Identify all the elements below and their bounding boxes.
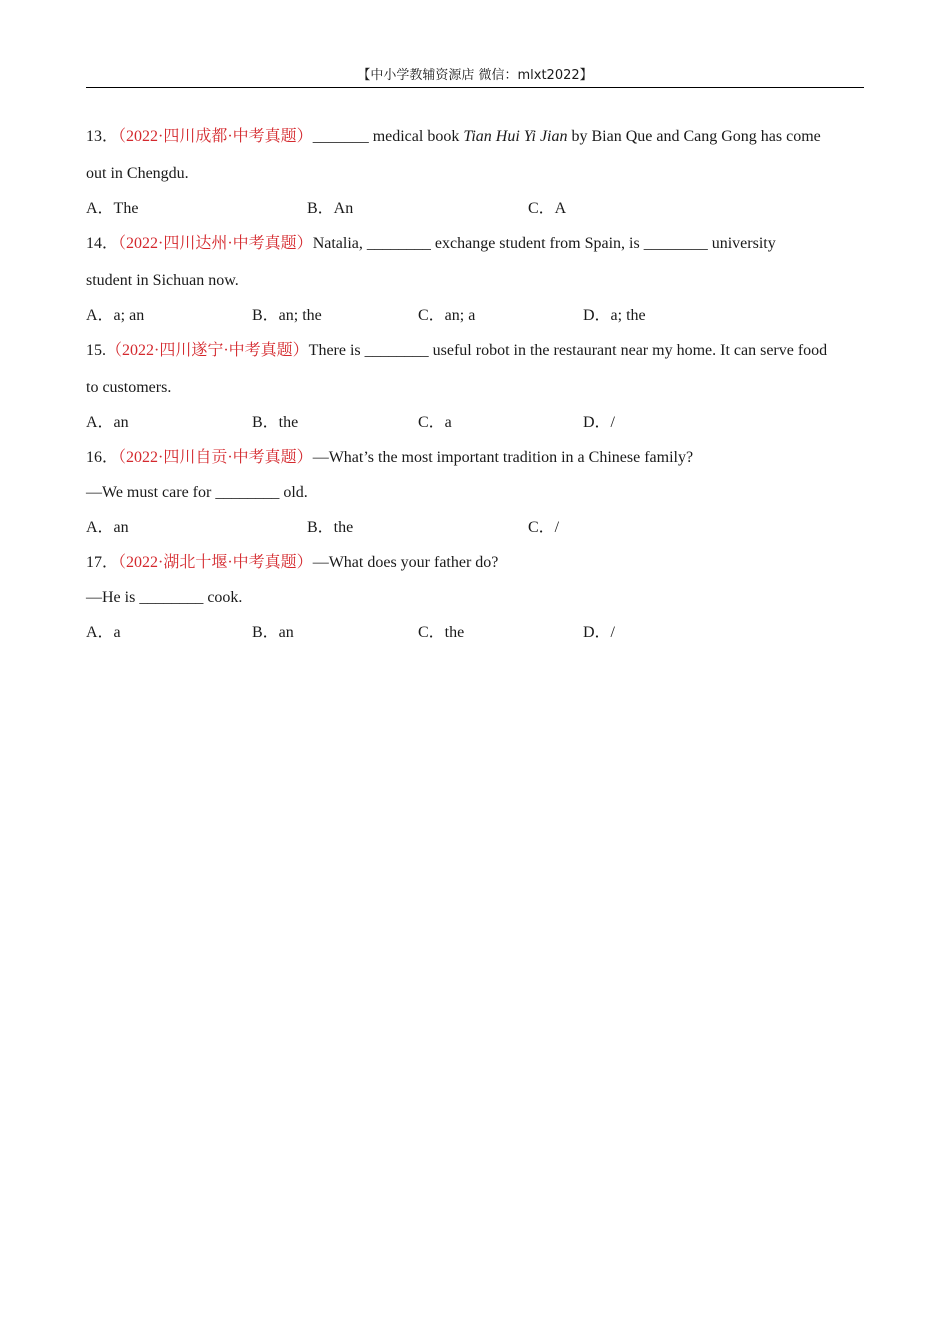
question-17-line-1	[86, 553, 498, 573]
question-source: （2022·四川自贡·中考真题）	[118, 449, 313, 466]
question-13-line-2: out in Chengdu.	[86, 165, 189, 182]
question-text: Natalia, ________ exchange student from Spain, is ________ university	[312, 235, 776, 252]
question-text: —What’s the most important tradition in a Chinese family?	[312, 449, 694, 466]
question-16-option-a: A．an	[86, 519, 129, 536]
question-number: 16．	[86, 449, 119, 466]
question-source: （2022·四川达州·中考真题）	[118, 235, 313, 252]
question-16-option-b: B．the	[307, 519, 354, 536]
page-header: 【中小学教辅资源店 微信：mlxt2022】	[86, 66, 864, 88]
question-source: （2022·四川遂宁·中考真题）	[106, 342, 309, 359]
question-16-line-2: —We must care for ________ old.	[86, 484, 308, 501]
question-source: （2022·湖北十堰·中考真题）	[118, 554, 313, 571]
question-14-option-c: C．an; a	[418, 307, 476, 324]
question-number: 15.	[86, 342, 106, 359]
question-17-line-2: —He is ________ cook.	[86, 589, 243, 606]
question-number: 17．	[86, 554, 119, 571]
question-15-option-b: B．the	[252, 414, 299, 431]
question-17-option-d: D．/	[583, 624, 616, 641]
question-15-line-2: to customers.	[86, 379, 172, 396]
question-text: There is ________ useful robot in the restaurant near my home. It can serve food	[308, 342, 828, 359]
question-13-option-b: B．An	[307, 200, 354, 217]
question-text: by Bian Que and Cang Gong has come	[567, 128, 821, 145]
question-16-option-c: C．/	[528, 519, 560, 536]
question-number: 13．	[86, 128, 119, 145]
question-14-option-d: D．a; the	[583, 307, 646, 324]
question-17-option-a: A．a	[86, 624, 121, 641]
question-13-option-a: A．The	[86, 200, 139, 217]
book-title: Tian Hui Yi Jian	[463, 128, 568, 145]
question-15-option-c: C．a	[418, 414, 452, 431]
question-15-option-d: D．/	[583, 414, 616, 431]
question-text: _______ medical book	[312, 128, 464, 145]
question-17-option-c: C．the	[418, 624, 465, 641]
question-14-line-2: student in Sichuan now.	[86, 272, 239, 289]
question-14-line-1	[86, 234, 776, 254]
question-text: —What does your father do?	[312, 554, 499, 571]
question-17-option-b: B．an	[252, 624, 294, 641]
question-14-option-b: B．an; the	[252, 307, 322, 324]
question-15-line-1	[86, 341, 827, 361]
question-number: 14．	[86, 235, 119, 252]
question-source: （2022·四川成都·中考真题）	[118, 128, 313, 145]
question-13-line-1	[86, 127, 821, 147]
question-16-line-1	[86, 448, 693, 468]
question-13-option-c: C．A	[528, 200, 567, 217]
question-14-option-a: A．a; an	[86, 307, 145, 324]
question-15-option-a: A．an	[86, 414, 129, 431]
